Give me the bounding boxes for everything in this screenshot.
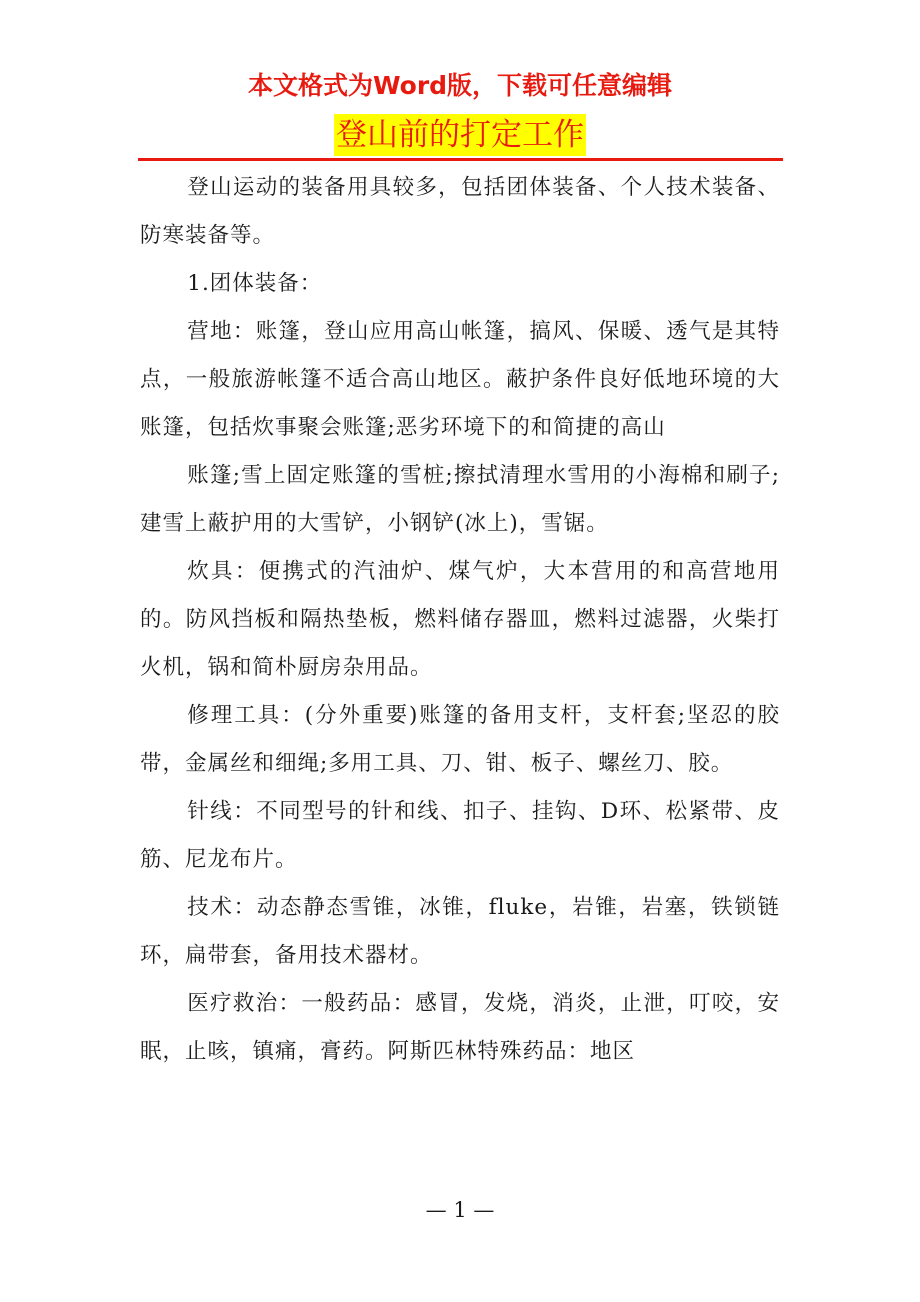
paragraph-medical: 医疗救治：一般药品：感冒，发烧，消炎，止泄，叮咬，安眠，止咳，镇痛，膏药。阿斯匹林特殊药品：地区 bbox=[140, 991, 780, 1064]
title-container bbox=[0, 114, 920, 156]
paragraph-repair-tools: 修理工具：(分外重要)账篷的备用支杆，支杆套;坚忍的胶带，金属丝和细绳;多用工具、刀、钳、板子、螺丝刀、胶。 bbox=[140, 703, 780, 776]
paragraph-camp: 营地：账篷，登山应用高山帐篷，搞风、保暖、透气是其特点，一般旅游帐篷不适合高山地区。蔽护条件良好低地环境的大账篷，包括炊事聚会账篷;恶劣环境下的和简捷的高山 bbox=[140, 319, 780, 440]
paragraph-technical: 技术：动态静态雪锥，冰锥，fluke，岩锥，岩塞，铁锁链环，扁带套，备用技术器材。 bbox=[140, 895, 780, 968]
document-title: 登山前的打定工作 bbox=[334, 114, 586, 156]
page-number: — 1 — bbox=[425, 1198, 495, 1222]
title-divider bbox=[138, 158, 783, 161]
paragraph-cookware: 炊具：便携式的汽油炉、煤气炉，大本营用的和高营地用的。防风挡板和隔热垫板，燃料储存器皿，燃料过滤器，火柴打火机，锅和简朴厨房杂用品。 bbox=[140, 559, 780, 680]
paragraph-heading-team-gear: 1.团体装备： bbox=[187, 271, 323, 296]
paragraph-tent-accessories: 账篷;雪上固定账篷的雪桩;擦拭清理水雪用的小海棉和刷子;建雪上蔽护用的大雪铲，小钢铲(冰上)，雪锯。 bbox=[140, 463, 780, 536]
paragraph-intro: 登山运动的装备用具较多，包括团体装备、个人技术装备、防寒装备等。 bbox=[140, 175, 780, 248]
format-banner: 本文格式为Word版，下载可任意编辑 bbox=[247, 71, 673, 100]
document-body bbox=[140, 164, 780, 1076]
paragraph-sewing: 针线：不同型号的针和线、扣子、挂钩、D环、松紧带、皮筋、尼龙布片。 bbox=[140, 799, 780, 872]
